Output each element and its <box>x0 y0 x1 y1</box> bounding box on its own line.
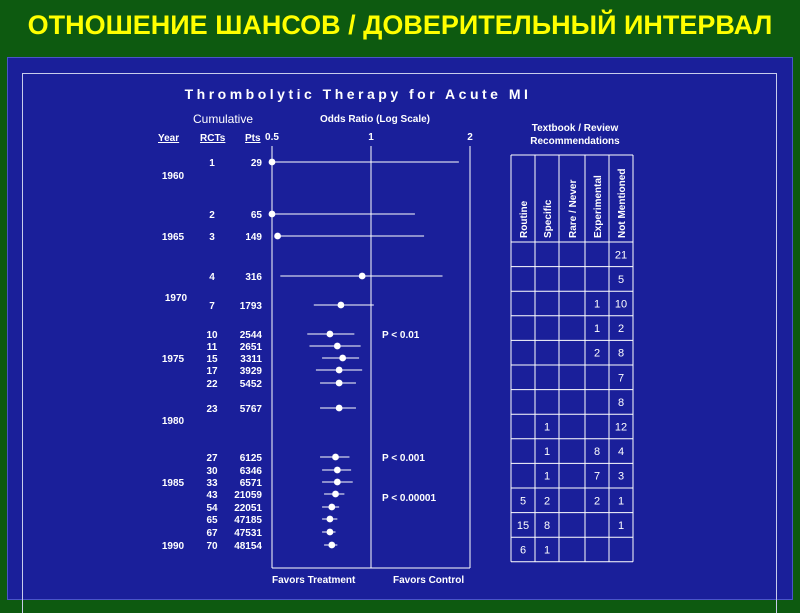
or-point <box>327 529 334 536</box>
rec-cell-value: 1 <box>617 495 625 508</box>
pts-value: 2651 <box>239 342 262 353</box>
rcts-value: 17 <box>206 366 218 377</box>
rec-cell-value: 6 <box>519 544 527 557</box>
rec-cell-value: 8 <box>543 519 551 532</box>
pts-value: 5452 <box>239 379 262 390</box>
pts-value: 65 <box>250 210 262 221</box>
header-year: Year <box>158 133 180 144</box>
or-point <box>274 233 281 240</box>
rec-cell-value: 1 <box>543 446 551 459</box>
pts-value: 47531 <box>234 528 262 539</box>
rec-column-header: Experimental <box>593 175 604 238</box>
rec-column-header: Rare / Never <box>568 179 579 238</box>
rcts-value: 30 <box>206 466 218 477</box>
or-point <box>334 467 341 474</box>
rec-cell-value: 2 <box>593 495 601 508</box>
x-axis-label: Odds Ratio (Log Scale) <box>319 114 431 125</box>
header-pts: Pts <box>245 133 261 144</box>
or-point <box>334 479 341 486</box>
rcts-value: 2 <box>209 210 215 221</box>
year-label: 1975 <box>161 354 185 365</box>
rcts-value: 15 <box>206 354 218 365</box>
or-point <box>336 380 343 387</box>
or-point <box>334 343 341 350</box>
rec-cell-value: 1 <box>543 470 551 483</box>
or-point <box>327 331 334 338</box>
rec-cell-value: 4 <box>617 446 625 459</box>
or-point <box>332 491 339 498</box>
rcts-value: 7 <box>209 301 215 312</box>
rec-cell-value: 1 <box>543 544 551 557</box>
rec-column-header: Not Mentioned <box>617 168 628 238</box>
rec-cell-value: 7 <box>593 470 601 483</box>
pts-value: 29 <box>250 158 262 169</box>
or-point <box>359 273 366 280</box>
x-tick-label: 2 <box>467 132 473 143</box>
or-point <box>338 302 345 309</box>
rcts-value: 65 <box>206 515 218 526</box>
rcts-value: 33 <box>206 478 218 489</box>
pts-value: 6571 <box>239 478 262 489</box>
x-tick-label: 1 <box>368 132 374 143</box>
rec-cell-value: 1 <box>593 323 601 336</box>
slide-title: ОТНОШЕНИЕ ШАНСОВ / ДОВЕРИТЕЛЬНЫЙ ИНТЕРВАЛ <box>27 10 773 40</box>
rcts-value: 4 <box>209 272 215 283</box>
year-label: 1980 <box>161 416 185 427</box>
pts-value: 3929 <box>239 366 262 377</box>
or-point <box>332 454 339 461</box>
rcts-value: 3 <box>209 232 215 243</box>
rec-cell-value: 10 <box>614 298 628 311</box>
rcts-value: 54 <box>206 503 218 514</box>
rec-cell-value: 2 <box>617 323 625 336</box>
rec-cell-value: 12 <box>614 421 628 434</box>
p-value-annotation: P < 0.01 <box>382 330 420 341</box>
rec-cell-value: 8 <box>593 446 601 459</box>
pts-value: 1793 <box>239 301 262 312</box>
rec-cell-value: 1 <box>617 519 625 532</box>
or-point <box>269 211 276 218</box>
rec-cell-value: 3 <box>617 470 625 483</box>
rec-cell-value: 1 <box>543 421 551 434</box>
or-point <box>269 159 276 166</box>
year-label: 1985 <box>161 478 185 489</box>
rec-cell-value: 5 <box>519 495 527 508</box>
pts-value: 149 <box>245 232 262 243</box>
rec-column-header: Routine <box>519 200 530 238</box>
pts-value: 22051 <box>234 503 262 514</box>
pts-value: 316 <box>245 272 262 283</box>
rcts-value: 11 <box>206 342 218 353</box>
year-label: 1970 <box>164 293 188 304</box>
rec-column-header: Specific <box>543 199 554 238</box>
rec-cell-value: 15 <box>516 519 530 532</box>
rcts-value: 27 <box>206 453 218 464</box>
pts-value: 48154 <box>234 541 262 552</box>
rcts-value: 70 <box>206 541 218 552</box>
or-point <box>339 355 346 362</box>
x-tick-label: 0.5 <box>265 132 279 143</box>
year-label: 1990 <box>161 541 185 552</box>
pts-value: 6346 <box>239 466 262 477</box>
rec-cell-value: 2 <box>543 495 551 508</box>
chart-subtitle: Cumulative <box>192 112 254 126</box>
rcts-value: 67 <box>206 528 218 539</box>
pts-value: 21059 <box>234 490 262 501</box>
chart-title: Thrombolytic Therapy for Acute MI <box>184 86 532 102</box>
or-point <box>328 542 335 549</box>
pts-value: 5767 <box>239 404 262 415</box>
rcts-value: 22 <box>206 379 218 390</box>
or-point <box>336 405 343 412</box>
or-point <box>336 367 343 374</box>
year-label: 1960 <box>161 171 185 182</box>
rec-cell-value: 21 <box>614 249 628 262</box>
footer-favors-treatment: Favors Treatment <box>272 575 356 586</box>
recommendations-title-line1: Textbook / Review <box>531 123 619 134</box>
recommendations-title-line2: Recommendations <box>530 136 620 147</box>
pts-value: 6125 <box>239 453 262 464</box>
rec-cell-value: 5 <box>617 273 625 286</box>
or-point <box>328 504 335 511</box>
pts-value: 3311 <box>240 354 262 365</box>
pts-value: 47185 <box>234 515 262 526</box>
year-label: 1965 <box>161 232 185 243</box>
rec-cell-value: 2 <box>593 347 601 360</box>
rec-cell-value: 8 <box>617 396 625 409</box>
rcts-value: 23 <box>206 404 218 415</box>
header-rcts: RCTs <box>200 133 226 144</box>
rec-cell-value: 7 <box>617 372 625 385</box>
p-value-annotation: P < 0.00001 <box>382 493 437 504</box>
rcts-value: 43 <box>206 490 218 501</box>
p-value-annotation: P < 0.001 <box>382 453 425 464</box>
or-point <box>327 516 334 523</box>
rec-cell-value: 1 <box>593 298 601 311</box>
rcts-value: 1 <box>209 158 215 169</box>
rec-cell-value: 8 <box>617 347 625 360</box>
pts-value: 2544 <box>239 330 262 341</box>
rcts-value: 10 <box>206 330 218 341</box>
footer-favors-control: Favors Control <box>393 575 465 586</box>
